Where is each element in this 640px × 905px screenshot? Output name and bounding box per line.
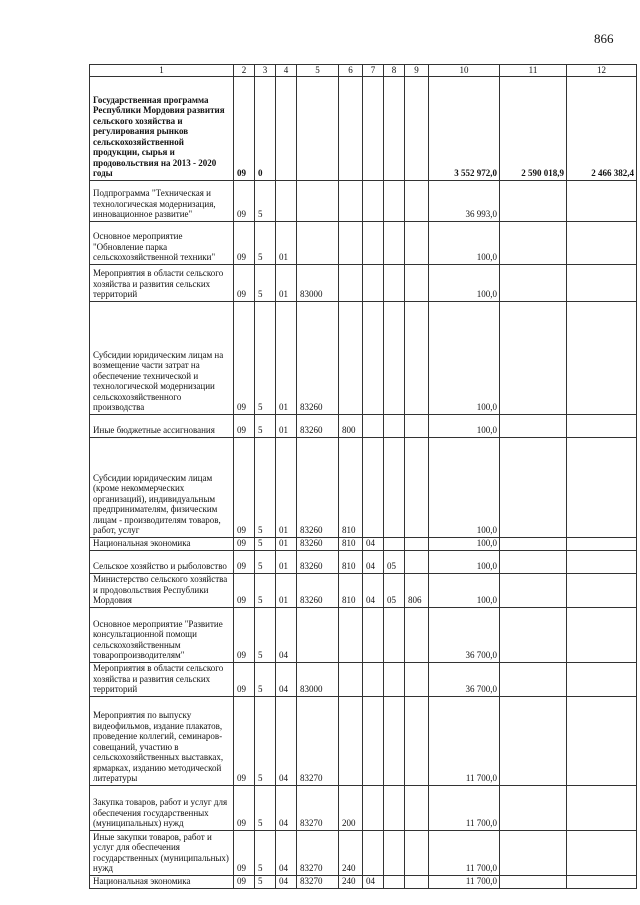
code-cell <box>405 221 429 264</box>
code-cell <box>363 607 384 662</box>
row-name-cell: Иные бюджетные ассигнования <box>90 414 234 437</box>
code-cell: 83270 <box>297 875 339 888</box>
amount-cell <box>567 607 637 662</box>
code-cell: 810 <box>339 550 363 573</box>
table-row <box>90 180 637 221</box>
amount-cell <box>567 301 637 414</box>
column-header: 6 <box>339 65 363 77</box>
column-header: 8 <box>384 65 405 77</box>
code-cell: 83260 <box>297 301 339 414</box>
amount-cell <box>567 180 637 221</box>
amount-cell: 36 700,0 <box>429 662 500 696</box>
code-cell: 810 <box>339 537 363 550</box>
table-row <box>90 414 637 437</box>
code-cell: 01 <box>276 550 297 573</box>
table-row <box>90 662 637 696</box>
amount-cell <box>567 414 637 437</box>
code-cell: 83260 <box>297 550 339 573</box>
code-cell: 83000 <box>297 264 339 301</box>
code-cell <box>384 301 405 414</box>
table-row <box>90 550 637 573</box>
code-cell <box>276 76 297 180</box>
code-cell <box>384 830 405 875</box>
code-cell <box>276 180 297 221</box>
code-cell <box>405 537 429 550</box>
code-cell: 09 <box>234 301 255 414</box>
code-cell <box>405 414 429 437</box>
table-row <box>90 301 637 414</box>
code-cell: 810 <box>339 573 363 607</box>
amount-cell: 100,0 <box>429 550 500 573</box>
code-cell: 04 <box>276 785 297 830</box>
code-cell: 5 <box>255 785 276 830</box>
column-header: 12 <box>567 65 637 77</box>
page-number: 866 <box>594 31 614 46</box>
code-cell <box>339 301 363 414</box>
amount-cell: 3 552 972,0 <box>429 76 500 180</box>
column-header: 9 <box>405 65 429 77</box>
code-cell: 810 <box>339 437 363 537</box>
budget-table <box>89 64 637 889</box>
code-cell <box>384 264 405 301</box>
row-name-cell: Субсидии юридическим лицам на возмещение части затрат на обеспечение технической и технологической модернизации сельскохозяйственного производства <box>90 301 234 414</box>
code-cell: 83270 <box>297 785 339 830</box>
code-cell: 5 <box>255 537 276 550</box>
amount-cell <box>500 573 567 607</box>
amount-cell <box>567 550 637 573</box>
code-cell: 5 <box>255 180 276 221</box>
row-name-cell: Мероприятия в области сельского хозяйства и развития сельских территорий <box>90 264 234 301</box>
code-cell: 09 <box>234 414 255 437</box>
row-name-cell: Подпрограмма "Техническая и технологическая модернизация, инновационное развитие" <box>90 180 234 221</box>
code-cell: 5 <box>255 696 276 785</box>
code-cell: 09 <box>234 785 255 830</box>
amount-cell: 100,0 <box>429 414 500 437</box>
code-cell: 01 <box>276 301 297 414</box>
code-cell <box>384 875 405 888</box>
code-cell: 09 <box>234 550 255 573</box>
code-cell <box>405 785 429 830</box>
code-cell: 83260 <box>297 573 339 607</box>
table-row <box>90 264 637 301</box>
code-cell: 5 <box>255 607 276 662</box>
code-cell: 04 <box>363 875 384 888</box>
amount-cell <box>567 537 637 550</box>
row-name-cell: Государственная программа Республики Мордовия развития сельского хозяйства и регулирования рынков сельскохозяйственной продукции, сырья и продовольствия на 2013 - 2020 годы <box>90 76 234 180</box>
code-cell <box>405 550 429 573</box>
amount-cell <box>500 662 567 696</box>
amount-cell: 100,0 <box>429 264 500 301</box>
code-cell: 01 <box>276 221 297 264</box>
code-cell <box>384 76 405 180</box>
amount-cell <box>500 537 567 550</box>
code-cell: 04 <box>363 550 384 573</box>
amount-cell <box>500 414 567 437</box>
code-cell: 05 <box>384 550 405 573</box>
row-name-cell: Национальная экономика <box>90 537 234 550</box>
code-cell <box>339 180 363 221</box>
code-cell: 83270 <box>297 830 339 875</box>
code-cell <box>363 696 384 785</box>
code-cell <box>339 607 363 662</box>
code-cell: 09 <box>234 696 255 785</box>
code-cell: 01 <box>276 414 297 437</box>
code-cell: 09 <box>234 264 255 301</box>
column-header: 11 <box>500 65 567 77</box>
code-cell: 09 <box>234 875 255 888</box>
table-row <box>90 785 637 830</box>
column-header: 4 <box>276 65 297 77</box>
code-cell: 5 <box>255 550 276 573</box>
table-row <box>90 437 637 537</box>
code-cell: 5 <box>255 662 276 696</box>
amount-cell: 11 700,0 <box>429 696 500 785</box>
code-cell: 83260 <box>297 414 339 437</box>
code-cell <box>363 180 384 221</box>
amount-cell <box>567 696 637 785</box>
code-cell <box>363 830 384 875</box>
code-cell <box>339 696 363 785</box>
amount-cell: 100,0 <box>429 437 500 537</box>
code-cell: 5 <box>255 437 276 537</box>
amount-cell: 2 466 382,4 <box>567 76 637 180</box>
code-cell: 5 <box>255 264 276 301</box>
row-name-cell: Основное мероприятие "Обновление парка сельскохозяйственной техники" <box>90 221 234 264</box>
code-cell <box>405 662 429 696</box>
amount-cell <box>567 830 637 875</box>
code-cell <box>363 785 384 830</box>
code-cell: 806 <box>405 573 429 607</box>
amount-cell: 11 700,0 <box>429 875 500 888</box>
code-cell: 83270 <box>297 696 339 785</box>
code-cell <box>384 785 405 830</box>
code-cell: 5 <box>255 414 276 437</box>
code-cell <box>297 221 339 264</box>
table-header-row <box>90 65 637 77</box>
code-cell: 04 <box>276 696 297 785</box>
amount-cell <box>567 573 637 607</box>
code-cell <box>384 221 405 264</box>
code-cell: 09 <box>234 537 255 550</box>
table-row <box>90 875 637 888</box>
table-row <box>90 607 637 662</box>
amount-cell <box>567 221 637 264</box>
amount-cell <box>567 785 637 830</box>
code-cell <box>363 662 384 696</box>
code-cell: 800 <box>339 414 363 437</box>
row-name-cell: Мероприятия по выпуску видеофильмов, издание плакатов, проведение коллегий, семинаров-совещаний, участию в сельскохозяйственных выставках, ярмарках, изданию методической литературы <box>90 696 234 785</box>
code-cell <box>405 830 429 875</box>
code-cell: 09 <box>234 180 255 221</box>
amount-cell: 100,0 <box>429 221 500 264</box>
code-cell: 5 <box>255 875 276 888</box>
code-cell: 01 <box>276 437 297 537</box>
code-cell <box>405 875 429 888</box>
code-cell: 04 <box>363 573 384 607</box>
code-cell <box>363 264 384 301</box>
column-header: 3 <box>255 65 276 77</box>
code-cell <box>384 180 405 221</box>
code-cell <box>405 76 429 180</box>
code-cell: 09 <box>234 437 255 537</box>
code-cell: 83260 <box>297 537 339 550</box>
code-cell: 01 <box>276 537 297 550</box>
code-cell <box>363 221 384 264</box>
amount-cell <box>567 875 637 888</box>
code-cell <box>339 264 363 301</box>
code-cell: 5 <box>255 830 276 875</box>
row-name-cell: Основное мероприятие "Развитие консультационной помощи сельскохозяйственным товаропроизводителям" <box>90 607 234 662</box>
amount-cell <box>567 662 637 696</box>
code-cell <box>297 180 339 221</box>
amount-cell <box>500 550 567 573</box>
code-cell <box>384 607 405 662</box>
code-cell: 83260 <box>297 437 339 537</box>
code-cell: 09 <box>234 607 255 662</box>
code-cell <box>405 180 429 221</box>
code-cell: 04 <box>276 607 297 662</box>
row-name-cell: Министерство сельского хозяйства и продовольствия Республики Мордовия <box>90 573 234 607</box>
code-cell: 01 <box>276 264 297 301</box>
code-cell <box>384 414 405 437</box>
code-cell: 09 <box>234 221 255 264</box>
code-cell: 5 <box>255 221 276 264</box>
code-cell: 04 <box>276 830 297 875</box>
code-cell <box>405 301 429 414</box>
amount-cell <box>500 437 567 537</box>
code-cell <box>363 437 384 537</box>
code-cell: 01 <box>276 573 297 607</box>
row-name-cell: Иные закупки товаров, работ и услуг для обеспечения государственных (муниципальных) нужд <box>90 830 234 875</box>
amount-cell <box>567 437 637 537</box>
amount-cell <box>500 221 567 264</box>
code-cell <box>384 662 405 696</box>
row-name-cell: Мероприятия в области сельского хозяйства и развития сельских территорий <box>90 662 234 696</box>
row-name-cell: Национальная экономика <box>90 875 234 888</box>
row-name-cell: Сельское хозяйство и рыболовство <box>90 550 234 573</box>
code-cell: 83000 <box>297 662 339 696</box>
amount-cell <box>500 264 567 301</box>
code-cell: 09 <box>234 662 255 696</box>
code-cell <box>363 414 384 437</box>
code-cell <box>405 696 429 785</box>
amount-cell: 11 700,0 <box>429 785 500 830</box>
amount-cell <box>500 875 567 888</box>
code-cell <box>363 76 384 180</box>
amount-cell <box>500 830 567 875</box>
code-cell: 09 <box>234 573 255 607</box>
code-cell <box>339 221 363 264</box>
amount-cell: 36 993,0 <box>429 180 500 221</box>
table-row <box>90 537 637 550</box>
code-cell <box>297 607 339 662</box>
code-cell: 09 <box>234 830 255 875</box>
column-header: 2 <box>234 65 255 77</box>
code-cell <box>384 696 405 785</box>
row-name-cell: Субсидии юридическим лицам (кроме некоммерческих организаций), индивидуальным предпринимателям, физическим лицам - производителям товаров, работ, услуг <box>90 437 234 537</box>
amount-cell: 36 700,0 <box>429 607 500 662</box>
column-header: 1 <box>90 65 234 77</box>
code-cell: 04 <box>276 662 297 696</box>
amount-cell: 100,0 <box>429 537 500 550</box>
amount-cell: 2 590 018,9 <box>500 76 567 180</box>
code-cell: 200 <box>339 785 363 830</box>
code-cell <box>405 607 429 662</box>
amount-cell <box>500 180 567 221</box>
table-row <box>90 573 637 607</box>
code-cell: 04 <box>276 875 297 888</box>
code-cell <box>405 264 429 301</box>
amount-cell <box>500 607 567 662</box>
code-cell: 5 <box>255 573 276 607</box>
code-cell <box>363 301 384 414</box>
code-cell: 5 <box>255 301 276 414</box>
amount-cell: 100,0 <box>429 301 500 414</box>
amount-cell: 100,0 <box>429 573 500 607</box>
table-row <box>90 221 637 264</box>
code-cell: 240 <box>339 875 363 888</box>
column-header: 7 <box>363 65 384 77</box>
amount-cell <box>500 301 567 414</box>
code-cell <box>339 76 363 180</box>
code-cell: 04 <box>363 537 384 550</box>
table-row <box>90 696 637 785</box>
amount-cell <box>500 785 567 830</box>
amount-cell <box>567 264 637 301</box>
amount-cell: 11 700,0 <box>429 830 500 875</box>
code-cell: 09 <box>234 76 255 180</box>
code-cell: 240 <box>339 830 363 875</box>
table-row <box>90 830 637 875</box>
column-header: 10 <box>429 65 500 77</box>
column-header: 5 <box>297 65 339 77</box>
code-cell <box>405 437 429 537</box>
code-cell <box>297 76 339 180</box>
row-name-cell: Закупка товаров, работ и услуг для обеспечения государственных (муниципальных) нужд <box>90 785 234 830</box>
code-cell: 0 <box>255 76 276 180</box>
code-cell <box>339 662 363 696</box>
table-row <box>90 76 637 180</box>
code-cell <box>384 537 405 550</box>
code-cell <box>384 437 405 537</box>
amount-cell <box>500 696 567 785</box>
code-cell: 05 <box>384 573 405 607</box>
